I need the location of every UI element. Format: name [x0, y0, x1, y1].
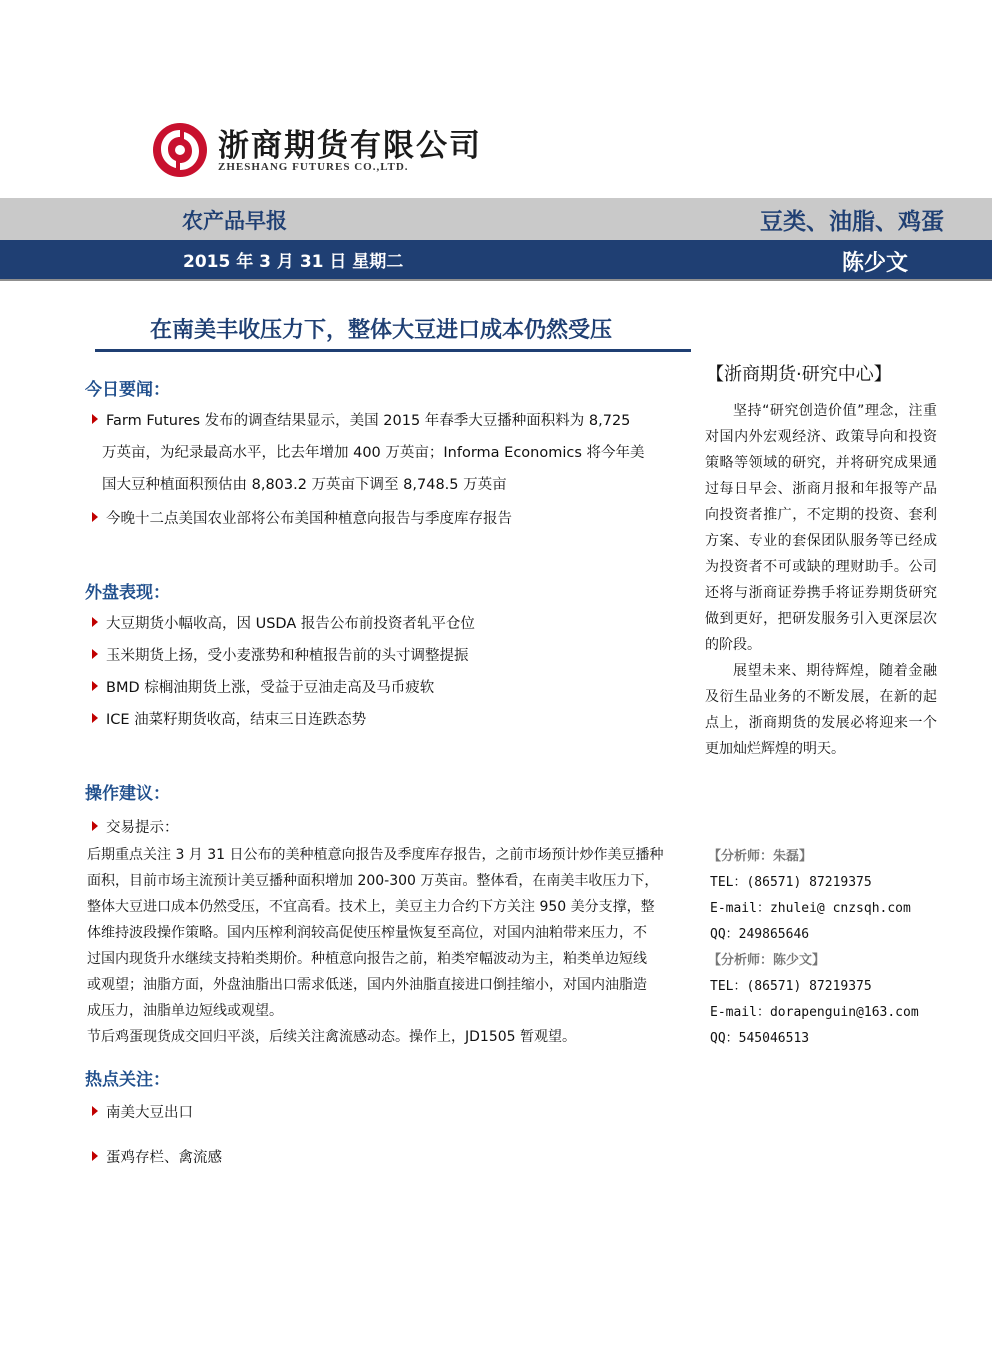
advice-line: 过国内现货升水继续支持粕类期价。种植意向报告之前，粕类窄幅波动为主，粕类单边短线	[87, 951, 647, 967]
overseas-item: 大豆期货小幅收高，因 USDA 报告公布前投资者轧平仓位	[92, 608, 475, 640]
news-item-1-line-3: 国大豆种植面积预估由 8,803.2 万英亩下调至 8,748.5 万英亩	[102, 477, 507, 493]
sidebar-title: 【浙商期货·研究中心】	[706, 364, 892, 385]
bullet-arrow-icon	[92, 512, 98, 522]
advice-line: 成压力，油脂单边短线或观望。	[87, 1003, 283, 1019]
report-category: 豆类、油脂、鸡蛋	[760, 209, 944, 235]
analyst-2-heading: 【分析师：陈少文】	[708, 953, 826, 968]
advice-line: 或观望；油脂方面，外盘油脂出口需求低迷，国内外油脂直接进口倒挂缩小，对国内油脂造	[87, 977, 647, 993]
advice-subtitle: 交易提示：	[92, 812, 179, 844]
section-title-today-news: 今日要闻：	[85, 380, 170, 400]
overseas-item: 玉米期货上扬，受小麦涨势和种植报告前的头寸调整提振	[92, 640, 475, 672]
analyst-1-heading: 【分析师：朱磊】	[708, 849, 813, 864]
section-title-overseas: 外盘表现：	[85, 583, 170, 603]
advice-line: 后期重点关注 3 月 31 日公布的美种植意向报告及季度库存报告，之前市场预计炒作美豆播种	[87, 847, 664, 863]
bullet-arrow-icon	[92, 649, 98, 659]
section-title-advice: 操作建议：	[85, 784, 170, 804]
bullet-arrow-icon	[92, 713, 98, 723]
analyst-1-qq: QQ：249865646	[710, 927, 810, 942]
report-date: 2015 年 3 月 31 日 星期二	[183, 252, 404, 272]
company-logo-icon	[152, 122, 208, 178]
advice-line: 节后鸡蛋现货成交回归平淡，后续关注禽流感动态。操作上，JD1505 暂观望。	[87, 1029, 576, 1045]
bullet-arrow-icon	[92, 681, 98, 691]
overseas-list	[92, 608, 475, 736]
news-item-2	[92, 503, 512, 535]
analyst-2-tel: TEL：(86571) 87219375	[710, 979, 872, 994]
section-title-hot-topics: 热点关注：	[85, 1070, 170, 1090]
hot-topic-item: 南美大豆出口	[92, 1097, 193, 1129]
news-item-1	[92, 405, 645, 501]
overseas-item: BMD 棕榈油期货上涨，受益于豆油走高及马币疲软	[92, 672, 475, 704]
analyst-1-email[interactable]: E-mail：zhulei@ cnzsqh.com	[710, 901, 911, 916]
news-item-2-text: 今晚十二点美国农业部将公布美国种植意向报告与季度库存报告	[106, 511, 512, 527]
bullet-arrow-icon	[92, 1106, 98, 1116]
bullet-arrow-icon	[92, 617, 98, 627]
sidebar-paragraph-1: 坚持“研究创造价值”理念，注重对国内外宏观经济、政策导向和投资策略等领域的研究，并将研究成果通过每日早会、浙商月报和年报等产品向投资者推广，不定期的投资、套利方案、专业的套保团队服务等已经成为投资者不可或缺的理财助手。公司还将与浙商证券携手将证券期货研究做到更好，把研发服务引入更深层次的阶段。	[705, 403, 937, 653]
overseas-item: ICE 油菜籽期货收高，结束三日连跌态势	[92, 704, 475, 736]
sidebar-paragraph-2: 展望未来、期待辉煌，随着金融及衍生品业务的不断发展，在新的起点上，浙商期货的发展必将迎来一个更加灿烂辉煌的明天。	[705, 663, 937, 757]
report-author: 陈少文	[842, 251, 909, 276]
bullet-arrow-icon	[92, 1151, 98, 1161]
analyst-2-qq: QQ：545046513	[710, 1031, 810, 1046]
news-item-1-line-2: 万英亩，为纪录最高水平，比去年增加 400 万英亩；Informa Economics 将今年美	[102, 445, 645, 461]
advice-line: 整体大豆进口成本仍然受压，不宜高看。技术上，美豆主力合约下方关注 950 美分支撑，整	[87, 899, 655, 915]
news-item-1-line-1: Farm Futures 发布的调查结果显示，美国 2015 年春季大豆播种面积料为 8,725	[106, 413, 631, 429]
analyst-2-email[interactable]: E-mail：dorapenguin@163.com	[710, 1005, 919, 1020]
analyst-1-tel: TEL：(86571) 87219375	[710, 875, 872, 890]
sidebar-description	[705, 398, 937, 762]
hot-topic-item: 蛋鸡存栏、禽流感	[92, 1142, 222, 1174]
advice-line: 体维持波段操作策略。国内压榨利润较高促使压榨量恢复至高位，对国内油粕带来压力，不	[87, 925, 647, 941]
bullet-arrow-icon	[92, 414, 98, 424]
headline-rule	[95, 349, 691, 352]
report-type: 农产品早报	[182, 209, 287, 233]
advice-line: 面积，目前市场主流预计美豆播种面积增加 200-300 万英亩。整体看，在南美丰收压力下，	[87, 873, 659, 889]
advice-body	[87, 842, 664, 1050]
company-name-en: ZHESHANG FUTURES CO.,LTD.	[218, 161, 409, 173]
headline: 在南美丰收压力下，整体大豆进口成本仍然受压	[150, 318, 613, 343]
bullet-arrow-icon	[92, 821, 98, 831]
company-name-cn: 浙商期货有限公司	[218, 128, 482, 164]
header-divider	[0, 279, 992, 281]
